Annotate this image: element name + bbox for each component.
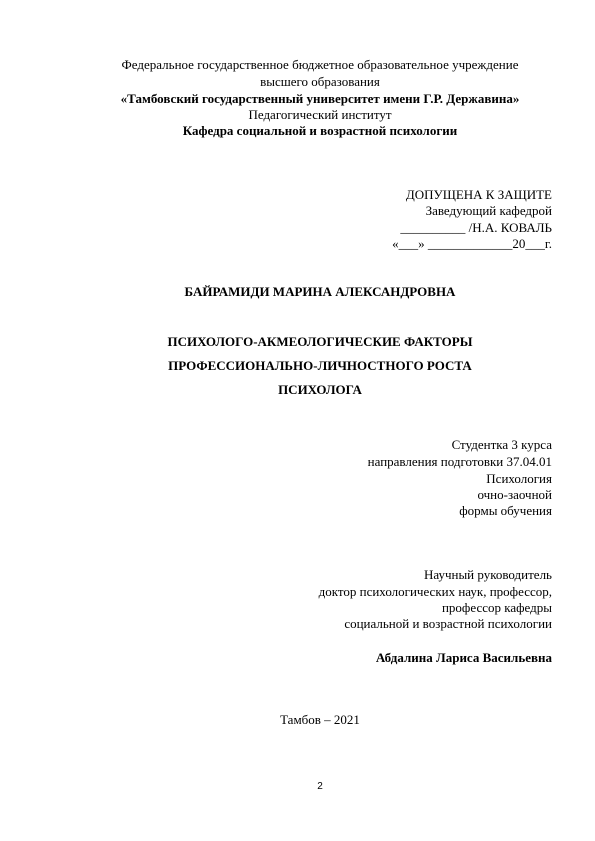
author-name: БАЙРАМИДИ МАРИНА АЛЕКСАНДРОВНА bbox=[184, 284, 456, 299]
city-year: Тамбов – 2021 bbox=[280, 712, 360, 727]
thesis-title-line-1: ПСИХОЛОГО-АКМЕОЛОГИЧЕСКИЕ ФАКТОРЫ bbox=[167, 334, 473, 349]
header-line-1: Федеральное государственное бюджетное образовательное учреждение bbox=[121, 57, 519, 72]
page-number: 2 bbox=[317, 781, 323, 792]
supervisor-name: Абдалина Лариса Васильевна bbox=[375, 650, 552, 665]
student-info-line-5: формы обучения bbox=[459, 503, 552, 518]
student-info-line-3: Психология bbox=[486, 471, 552, 486]
approval-role: Заведующий кафедрой bbox=[425, 203, 552, 218]
header-line-2: высшего образования bbox=[260, 74, 380, 89]
student-info-line-2: направления подготовки 37.04.01 bbox=[367, 454, 552, 469]
student-info-line-4: очно-заочной bbox=[477, 487, 552, 502]
thesis-title-line-3: ПСИХОЛОГА bbox=[278, 382, 362, 397]
department-name: Кафедра социальной и возрастной психологии bbox=[182, 123, 458, 138]
approval-date: «___» _____________20___г. bbox=[392, 236, 552, 251]
supervisor-line-4: социальной и возрастной психологии bbox=[344, 616, 552, 631]
supervisor-line-2: доктор психологических наук, профессор, bbox=[318, 584, 552, 599]
approval-signature: __________ /Н.А. КОВАЛЬ bbox=[400, 220, 552, 235]
university-name: «Тамбовский государственный университет имени Г.Р. Державина» bbox=[120, 91, 520, 106]
student-info-line-1: Студентка 3 курса bbox=[451, 437, 552, 452]
supervisor-line-1: Научный руководитель bbox=[423, 567, 552, 582]
supervisor-line-3: профессор кафедры bbox=[441, 600, 552, 615]
institute-name: Педагогический институт bbox=[248, 107, 392, 122]
thesis-title-line-2: ПРОФЕССИОНАЛЬНО-ЛИЧНОСТНОГО РОСТА bbox=[168, 358, 472, 373]
approval-title: ДОПУЩЕНА К ЗАЩИТЕ bbox=[405, 187, 552, 202]
